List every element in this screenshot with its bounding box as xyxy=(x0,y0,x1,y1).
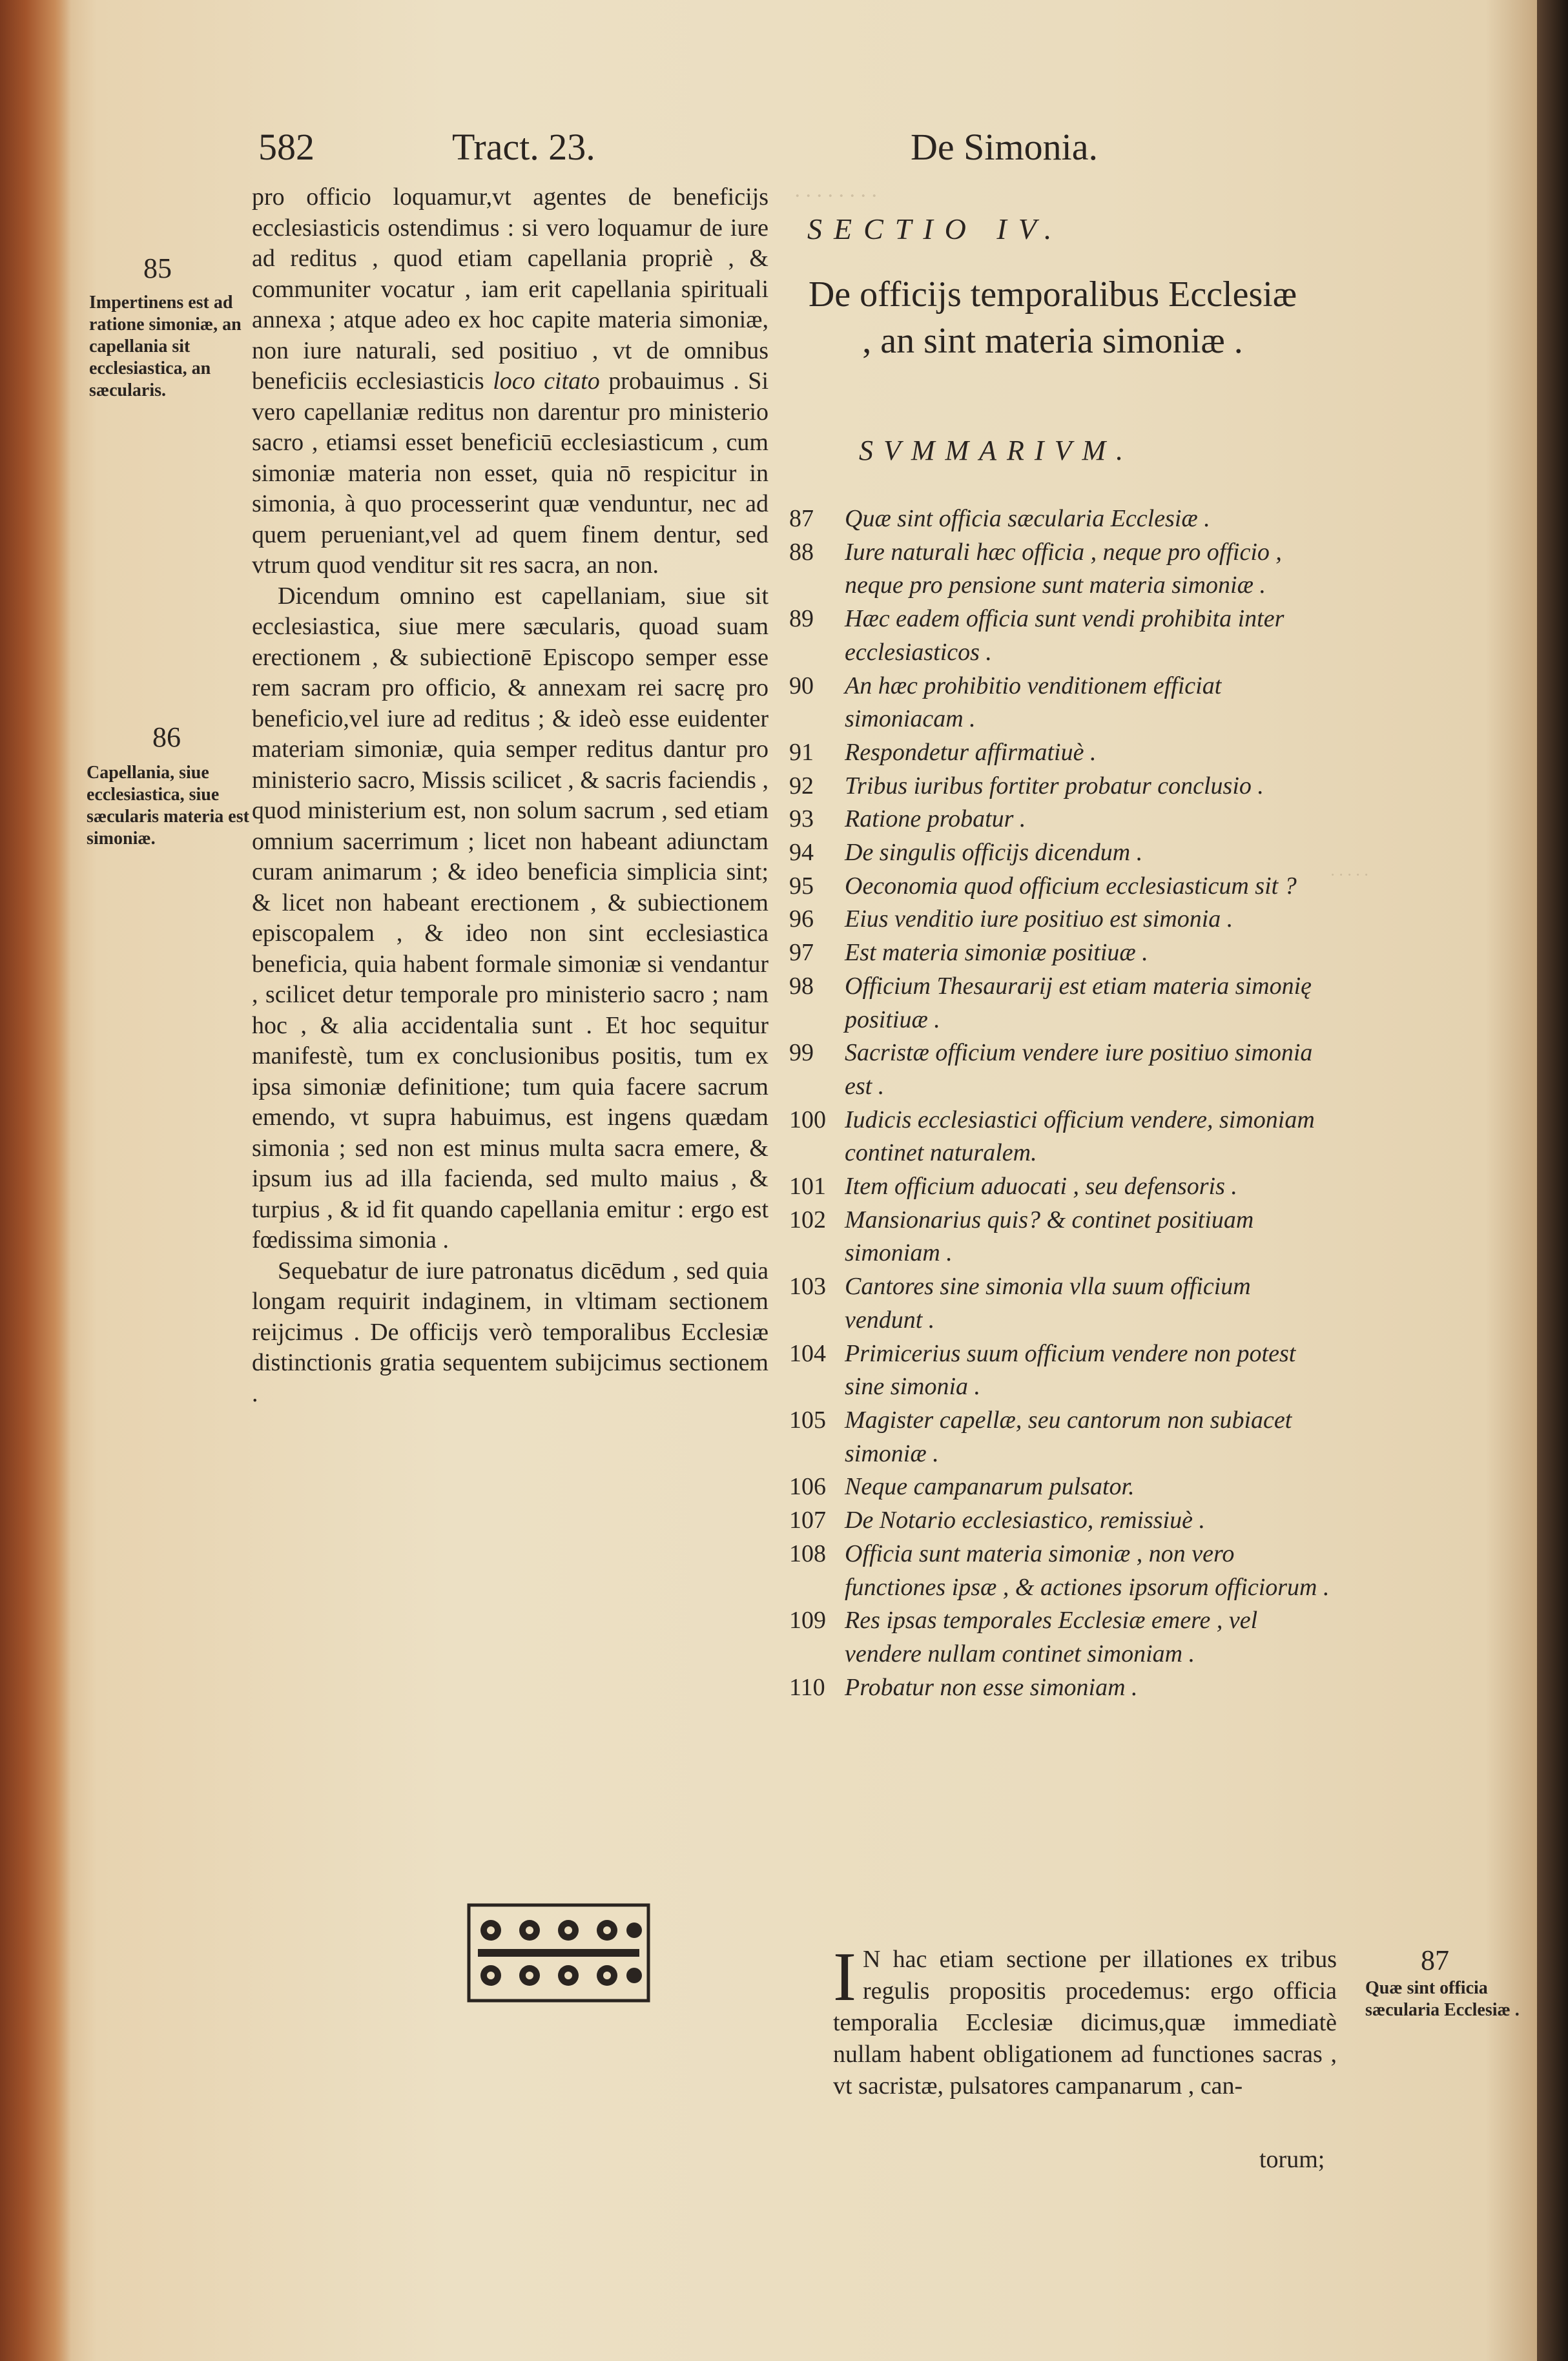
summary-item-number: 109 xyxy=(789,1607,826,1634)
summary-item-text: Res ipsas temporales Ecclesiæ emere , vel vendere nullam continet simoniam . xyxy=(845,1607,1258,1667)
summary-item xyxy=(789,670,1332,736)
summary-item-text: Officia sunt materia simoniæ , non vero functiones ipsæ , & actiones ipsorum officiorum . xyxy=(845,1540,1330,1601)
summary-item-number: 105 xyxy=(789,1406,826,1434)
section-heading: De officijs temporalibus Ecclesiæ , an sint materia simoniæ . xyxy=(808,274,1297,361)
summary-item xyxy=(789,1404,1332,1470)
summary-item-number: 89 xyxy=(789,605,814,633)
section-first-paragraph: I N hac etiam sectione per illationes ex tribus regulis propositis procedemus: ergo officia temporalia Ecclesiæ dicimus,quæ immediatè nullam habent obligationem ad functiones sacras , vt sacristæ, pulsatores campanarum , can- xyxy=(833,1939,1337,2099)
summary-item xyxy=(789,936,1332,970)
page-number: 582 xyxy=(258,126,315,168)
summary-item-number: 98 xyxy=(789,972,814,1000)
summary-item xyxy=(789,770,1332,803)
summary-item-number: 103 xyxy=(789,1273,826,1301)
summary-item xyxy=(789,1036,1332,1103)
section-label: SECTIO IV. xyxy=(807,212,1064,245)
summary-item xyxy=(789,502,1332,536)
summary-item xyxy=(789,736,1332,770)
summary-item xyxy=(789,536,1332,603)
summary-item-text: Iudicis ecclesiastici officium vendere, simoniam continet naturalem. xyxy=(845,1106,1315,1167)
summary-item xyxy=(789,1104,1332,1170)
summary-item xyxy=(789,1337,1332,1404)
summary-item-number: 91 xyxy=(789,738,814,766)
summary-item-text: Oeconomia quod officium ecclesiasticum sit ? xyxy=(845,872,1297,900)
margin-number-86: 86 xyxy=(152,721,181,753)
printers-ornament xyxy=(465,1901,652,2005)
bleed-through-note: · · · · · xyxy=(1330,865,1368,884)
summary-item xyxy=(789,1538,1332,1604)
summary-item-number: 96 xyxy=(789,905,814,933)
summary-item-number: 92 xyxy=(789,772,814,799)
summary-item xyxy=(789,803,1332,836)
summary-item-text: Iure naturali hæc officia , neque pro officio , neque pro pensione sunt materia simoniæ . xyxy=(845,538,1282,599)
margin-note-87: Quæ sint officia sæcularia Ecclesiæ . xyxy=(1365,1978,1520,2020)
summary-item-number: 110 xyxy=(789,1673,825,1701)
summary-item-number: 100 xyxy=(789,1106,826,1133)
summary-item xyxy=(789,1504,1332,1538)
summary-item-number: 107 xyxy=(789,1507,826,1534)
drop-cap: I xyxy=(833,1939,856,2016)
summary-item-number: 93 xyxy=(789,805,814,833)
margin-note-85: Impertinens est ad ratione simoniæ, an capellania sit ecclesiastica, an sæcularis. xyxy=(89,293,242,400)
summary-item xyxy=(789,870,1332,903)
summary-item xyxy=(789,836,1332,870)
summary-item-text: An hæc prohibitio venditionem efficiat simoniacam . xyxy=(845,672,1222,733)
summary-item-text: Mansionarius quis? & continet positiuam simoniam . xyxy=(845,1206,1254,1267)
summary-item-text: Magister capellæ, seu cantorum non subiacet simoniæ . xyxy=(845,1406,1292,1467)
summary-item-text: Neque campanarum pulsator. xyxy=(845,1473,1135,1501)
summary-item-number: 101 xyxy=(789,1173,826,1201)
summary-item-text: De singulis officijs dicendum . xyxy=(845,839,1143,867)
summary-item-text: Probatur non esse simoniam . xyxy=(845,1673,1138,1701)
summary-item-text: Officium Thesaurarij est etiam materia simonię positiuæ . xyxy=(845,972,1312,1033)
margin-number-85: 85 xyxy=(143,253,172,284)
summary-list xyxy=(789,502,1332,1704)
summary-item-text: Sacristæ officium vendere iure positiuo simonia est . xyxy=(845,1039,1313,1100)
catchword: torum; xyxy=(1259,2146,1325,2173)
section-body xyxy=(833,1939,1337,2102)
summary-item-text: Est materia simoniæ positiuæ . xyxy=(845,939,1148,967)
adjacent-page-edge xyxy=(1537,0,1568,2361)
summary-item xyxy=(789,1604,1332,1671)
summary-item-text: Tribus iuribus fortiter probatur conclusio . xyxy=(845,772,1264,799)
summary-item-text: Item officium aduocati , seu defensoris . xyxy=(845,1173,1237,1201)
summary-item xyxy=(789,603,1332,669)
summary-item-text: Eius venditio iure positiuo est simonia . xyxy=(845,905,1233,933)
running-head-tract: Tract. 23. xyxy=(452,126,595,168)
summary-item-number: 88 xyxy=(789,538,814,566)
summary-item-number: 90 xyxy=(789,672,814,699)
summary-item xyxy=(789,1204,1332,1270)
paragraph-2: Dicendum omnino est capellaniam, siue sit ecclesiastica, siue mere sæcularis, quoad suam erectionem , & subiectionē Episcopo semper esse rem sacram pro officio, & annexam rei sacrę pro beneficio,vel iure ad reditus ; & ideò esse euidenter materiam simoniæ, quia semper reditus dantur pro ministerio sacro, Missis scilicet , & sacris faciendis , quod ministerium est, non solum sacrum , sed etiam omnium sacerrimum ; licet non habeant adiunctam curam animarum ; & ideo beneficia simplicia sint; & licet non habeant erectionem , & subiectionem episcopalem , & ideo non sint ecclesiastica beneficia, quia habent formale simoniæ si vendantur , scilicet detur temporale pro ministerio sacro ; nam hoc , & alia accidentalia sunt . Et hoc sequitur manifestè, tum ex conclusionibus positis, tum ex ipsa simoniæ definitione; tum quia facere sacrum emendo, vt supra habuimus, est ingens quædam simonia ; sed non est minus multa sacra emere, & ipsum ius ad illa facienda, sed multo maius , & turpius , & id fit quando capellania emitur : ergo est fœdissima simonia . xyxy=(252,582,769,1253)
paragraph-3: Sequebatur de iure patronatus dicēdum , sed quia longam requirit indaginem, in vltimam sectionem reijcimus . De officijs verò temporalibus Ecclesiæ distinctionis gratia sequentem subijcimus sectionem . xyxy=(252,1257,769,1407)
margin-number-87: 87 xyxy=(1421,1944,1449,1976)
summary-item-text: Cantores sine simonia vlla suum officium vendunt . xyxy=(845,1273,1251,1334)
summary-item-text: Hæc eadem officia sunt vendi prohibita inter ecclesiasticos . xyxy=(845,605,1284,666)
summary-item xyxy=(789,1671,1332,1705)
summary-item xyxy=(789,1470,1332,1504)
margin-note-86: Capellania, siue ecclesiastica, siue sæcularis materia est simoniæ. xyxy=(87,763,249,849)
summary-item xyxy=(789,903,1332,936)
summary-item-text: Quæ sint officia sæcularia Ecclesiæ . xyxy=(845,505,1210,532)
summary-item-text: Respondetur affirmatiuè . xyxy=(845,738,1097,766)
summary-item-number: 97 xyxy=(789,939,814,967)
summary-heading: SVMMARIVM. xyxy=(859,435,1134,466)
left-column-text xyxy=(252,182,769,1409)
summary-item-number: 94 xyxy=(789,839,814,867)
paragraph-1: pro officio loquamur,vt agentes de beneficijs ecclesiasticis ostendimus : si vero loquamur de iure ad reditus , quod etiam capellania propriè , & communiter vocatur , iam erit capellania spirituali annexa ; atque adeo ex hoc capite materia simoniæ, non iure naturali, sed positiuo , vt de omnibus beneficiis ecclesiasticis loco citato probauimus . Si vero capellaniæ reditus non darentur pro ministerio sacro , etiamsi esset beneficiū ecclesiasticum , cum simoniæ materia non esset, quia nō respicitur in simonia, à quo processerint quæ venduntur, nec ad quem perueniant,vel ad quem finem dentur, sed vtrum quod venditur sit res sacra, an non. xyxy=(252,183,769,579)
page-edge-left xyxy=(0,0,71,2361)
summary-item-number: 102 xyxy=(789,1206,826,1233)
summary-item xyxy=(789,970,1332,1036)
summary-item-text: Ratione probatur . xyxy=(845,805,1026,833)
summary-item-number: 106 xyxy=(789,1473,826,1501)
summary-item-number: 104 xyxy=(789,1339,826,1367)
summary-item-text: Primicerius suum officium vendere non potest sine simonia . xyxy=(845,1339,1296,1401)
running-head-title: De Simonia. xyxy=(911,126,1098,168)
summary-item xyxy=(789,1170,1332,1204)
summary-item xyxy=(789,1270,1332,1337)
summary-item-number: 95 xyxy=(789,872,814,900)
summary-item-text: De Notario ecclesiastico, remissiuè . xyxy=(845,1507,1205,1534)
summary-item-number: 99 xyxy=(789,1039,814,1067)
summary-item-number: 87 xyxy=(789,505,814,532)
summary-item-number: 108 xyxy=(789,1540,826,1567)
bleed-through-text: · · · · · · · · xyxy=(794,184,877,208)
